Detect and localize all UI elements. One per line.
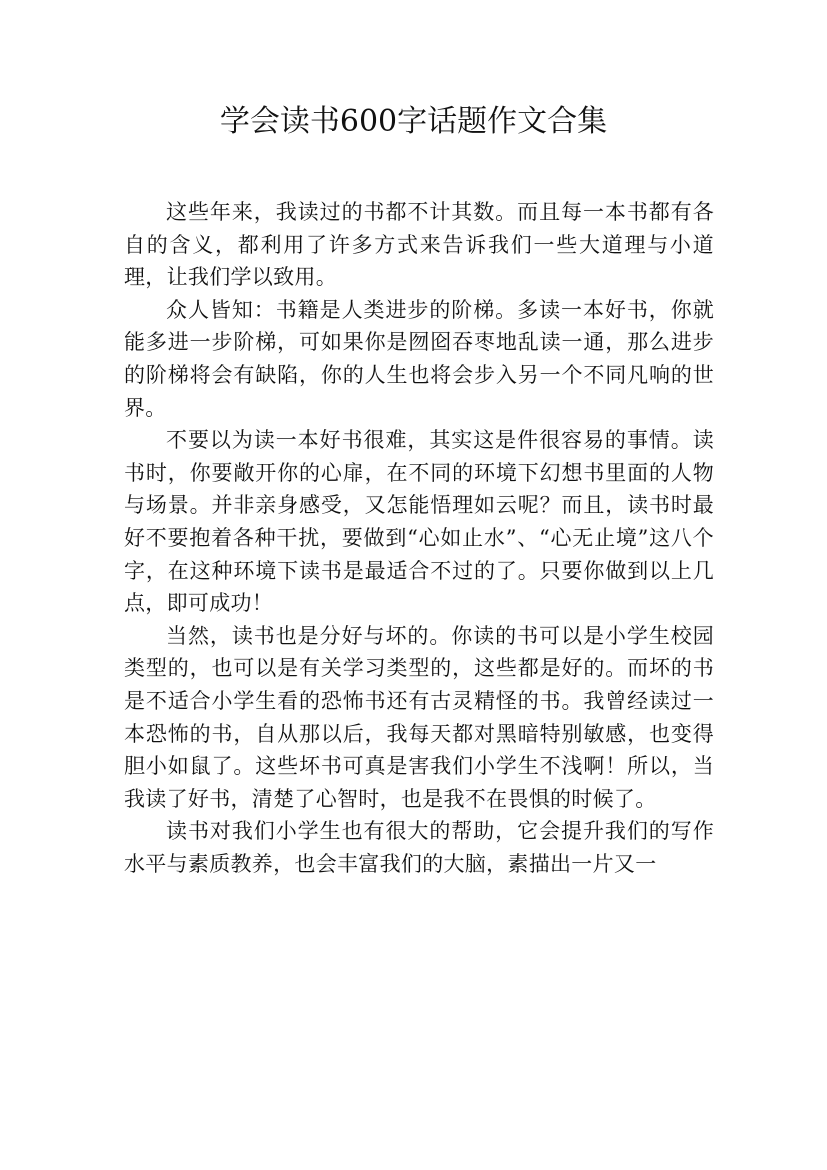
paragraph: 当然，读书也是分好与坏的。你读的书可以是小学生校园类型的，也可以是有关学习类型的，这些都是好的。而坏的书是不适合小学生看的恐怖书还有古灵精怪的书。我曾经读过一本恐怖的书，自从那以后，我每天都对黑暗特别敏感，也变得胆小如鼠了。这些坏书可真是害我们小学生不浅啊！所以，当我读了好书，清楚了心智时，也是我不在畏惧的时候了。: [124, 623, 714, 811]
paragraph: 不要以为读一本好书很难，其实这是件很容易的事情。读书时，你要敞开你的心扉，在不同的环境下幻想书里面的人物与场景。并非亲身感受，又怎能悟理如云呢？而且，读书时最好不要抱着各种干扰，要做到“心如止水”、“心无止境”这八个字，在这种环境下读书是最适合不过的了。只要你做到以上几点，即可成功！: [124, 428, 714, 616]
paragraph: 读书对我们小学生也有很大的帮助，它会提升我们的写作水平与素质教养，也会丰富我们的大脑，素描出一片又一: [124, 819, 714, 876]
document-title: 学会读书600字话题作文合集: [219, 104, 608, 139]
paragraph: 众人皆知：书籍是人类进步的阶梯。多读一本好书，你就能多进一步阶梯，可如果你是囫囵吞枣地乱读一通，那么进步的阶梯将会有缺陷，你的人生也将会步入另一个不同凡响的世界。: [124, 297, 714, 420]
document-body: [124, 196, 714, 880]
paragraph: 这些年来，我读过的书都不计其数。而且每一本书都有各自的含义，都利用了许多方式来告诉我们一些大道理与小道理，让我们学以致用。: [124, 200, 714, 290]
